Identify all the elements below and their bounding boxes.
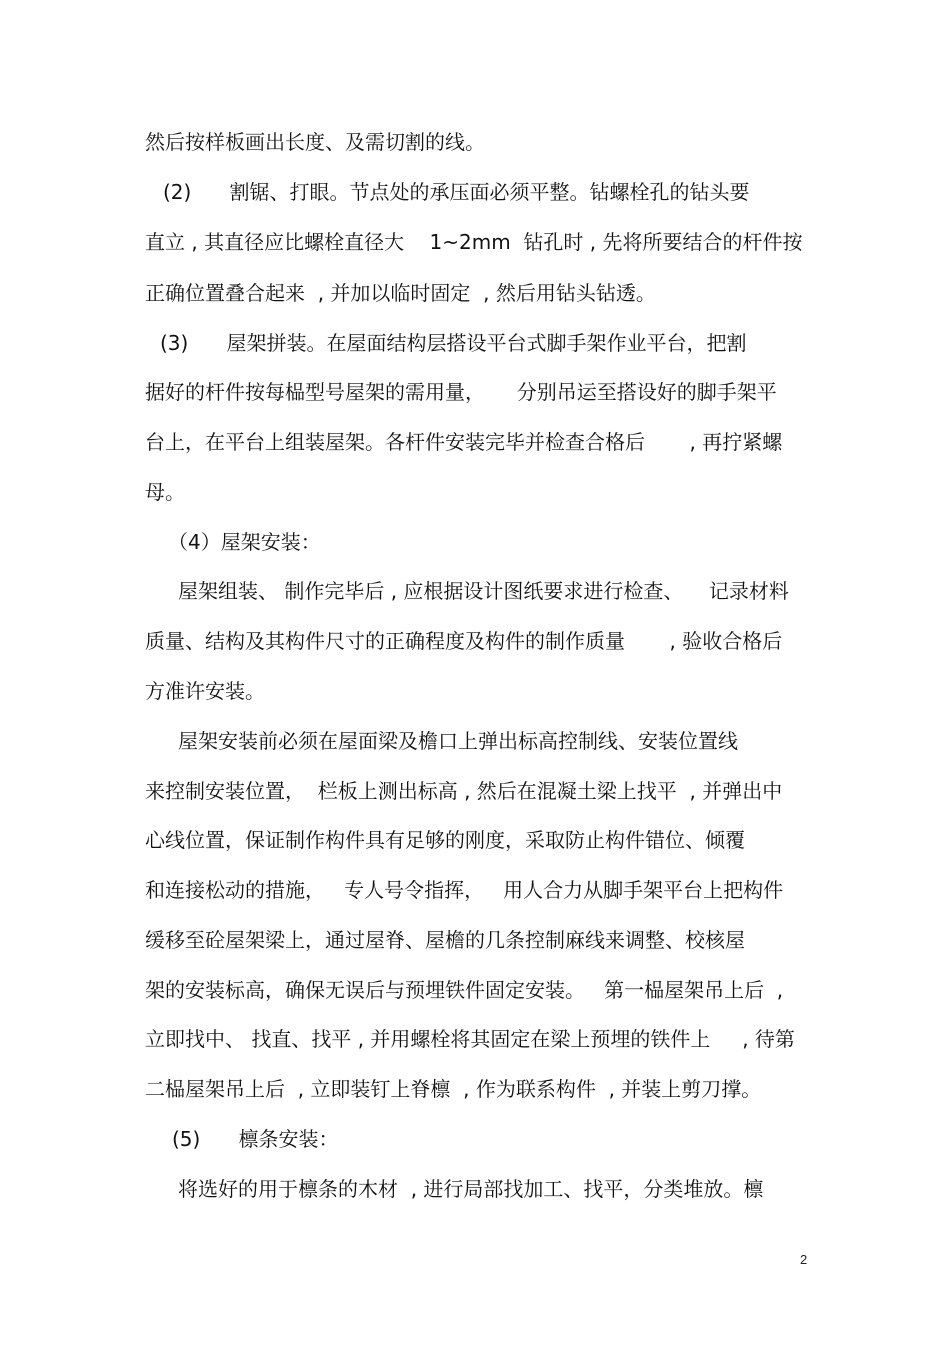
text-line: 立即找中、 找直、找平 , 并用螺栓将其固定在梁上预埋的铁件上 , 待第 [145,1027,795,1051]
text-line: 将选好的用于檩条的木材 , 进行局部找加工、找平，分类堆放。檩 [178,1177,764,1201]
section-heading: (5) 檩条安装： [172,1127,339,1151]
text-line: (2) 割锯、打眼。节点处的承压面必须平整。钻螺栓孔的钻头要 [163,180,750,204]
text-line: 母。 [145,480,185,504]
section-heading: （4）屋架安装： [168,530,321,554]
text-line: 台上，在平台上组装屋架。各杆件安装完毕并检查合格后 , 再拧紧螺 [145,430,783,454]
text-line: 二榀屋架吊上后 , 立即装钉上脊檩 , 作为联系构件 , 并装上剪刀撑。 [145,1077,762,1101]
text-line: 正确位置叠合起来 , 并加以临时固定 , 然后用钻头钻透。 [145,281,656,305]
text-line: 据好的杆件按每榀型号屋架的需用量， 分别吊运至搭设好的脚手架平 [145,380,777,404]
text-line: 架的安装标高，确保无误后与预埋铁件固定安装。 第一榀屋架吊上后 , [145,978,784,1002]
page-number: 2 [800,1252,808,1267]
text-line: 心线位置，保证制作构件具有足够的刚度，采取防止构件错位、倾覆 [145,828,745,852]
text-line: 然后按样板画出长度、及需切割的线。 [145,130,485,154]
text-line: 质量、结构及其构件尺寸的正确程度及构件的制作质量 , 验收合格后 [145,629,783,653]
text-line: (3) 屋架拼装。在屋面结构层搭设平台式脚手架作业平台，把割 [160,331,747,355]
text-line: 屋架安装前必须在屋面梁及檐口上弹出标高控制线、安装位置线 [178,729,738,753]
text-line: 直立 , 其直径应比螺栓直径大 1~2mm 钻孔时 , 先将所要结合的杆件按 [145,230,803,254]
text-line: 屋架组装、 制作完毕后 , 应根据设计图纸要求进行检查、 记录材料 [178,579,789,603]
text-line: 来控制安装位置， 栏板上测出标高 , 然后在混凝土梁上找平 , 并弹出中 [145,779,783,803]
text-line: 方准许安装。 [145,679,265,703]
text-line: 和连接松动的措施， 专人号令指挥， 用人合力从脚手架平台上把构件 [145,878,784,902]
text-line: 缓移至砼屋架梁上，通过屋脊、屋檐的几条控制麻线来调整、校核屋 [145,928,745,952]
